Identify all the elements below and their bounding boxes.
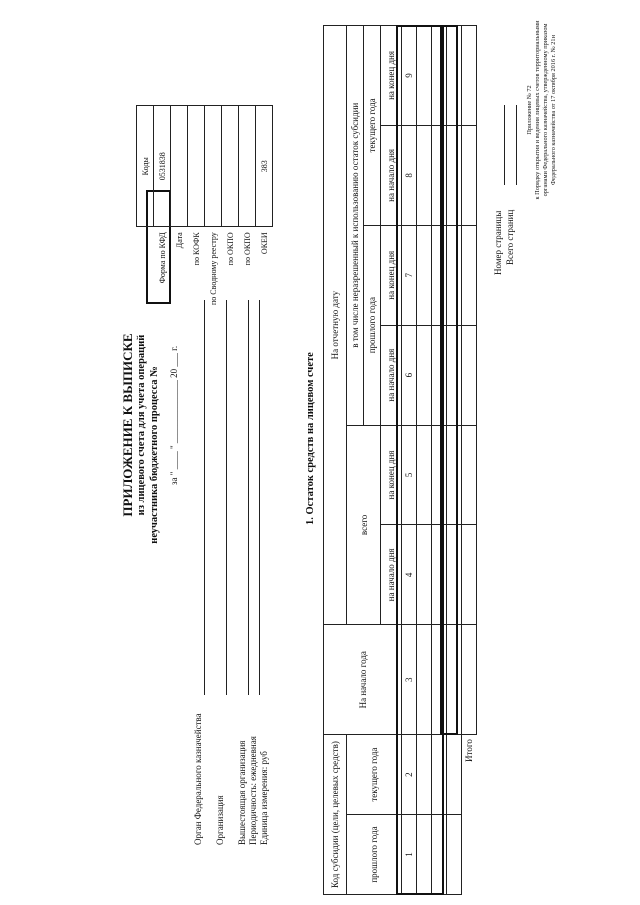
code-value[interactable]: 383 — [256, 106, 273, 227]
label-organization: Организация — [215, 795, 225, 845]
statement-date-line: за " ____ " ______________ 20 ___ г. — [169, 345, 179, 485]
col-unauthorized-cur-year: текущего года — [364, 26, 381, 226]
col-report-date: На отчетную дату — [324, 26, 347, 625]
code-label: Дата — [174, 232, 184, 249]
document-subtitle: из лицевого счета для учета операций — [136, 334, 147, 516]
field-federal-treasury-body[interactable] — [204, 300, 205, 695]
codes-table — [136, 105, 273, 305]
col-number: 4 — [402, 525, 417, 625]
total-cell[interactable] — [462, 625, 477, 735]
appendix-order-line: к Порядку открытия и ведения лицевых счетов территориальными — [534, 20, 541, 200]
total-row — [462, 26, 477, 895]
appendix-order-line: органами Федерального казначейства, утвержденному приказом — [542, 23, 549, 197]
pages-total-field[interactable] — [516, 105, 517, 185]
total-label: Итого — [462, 735, 477, 895]
page-number-field[interactable] — [504, 105, 505, 185]
col-number: 9 — [402, 26, 417, 126]
code-label: по ОКПО — [242, 232, 252, 266]
code-value[interactable] — [205, 106, 222, 227]
field-periodicity — [259, 300, 260, 695]
col-number: 5 — [402, 425, 417, 525]
code-label: ОКЕИ — [259, 232, 269, 255]
col-day-start: на начало дня — [381, 325, 402, 425]
code-label: по ОКПО — [225, 232, 235, 266]
col-number: 3 — [402, 625, 417, 735]
code-value[interactable] — [188, 106, 205, 227]
total-cell[interactable] — [462, 425, 477, 525]
col-day-end: на конец дня — [381, 225, 402, 325]
section-1-title: 1. Остаток средств на лицевом счете — [305, 352, 316, 525]
col-number: 2 — [402, 735, 417, 815]
data-area-border — [396, 25, 444, 895]
col-day-end: на конец дня — [381, 425, 402, 525]
total-cell[interactable] — [462, 125, 477, 225]
document-subtitle-account: неучастника бюджетного процесса № — [149, 366, 160, 544]
total-cell[interactable] — [462, 26, 477, 126]
codes-header: Коды — [137, 106, 154, 227]
appendix-number: Приложение № 72 — [526, 85, 533, 135]
document-title: ПРИЛОЖЕНИЕ К ВЫПИСКЕ — [120, 333, 135, 517]
col-total: всего — [347, 425, 381, 625]
label-periodicity: Периодичность: ежедневная — [248, 736, 258, 845]
col-unauthorized-prev-year: прошлого года — [364, 225, 381, 425]
total-cell[interactable] — [462, 525, 477, 625]
page-number-label: Номер страницы — [493, 210, 503, 275]
col-number: 6 — [402, 325, 417, 425]
pages-total-label: Всего страниц — [505, 209, 515, 265]
col-number: 7 — [402, 225, 417, 325]
total-cell[interactable] — [462, 225, 477, 325]
label-unit: Единица измерения: руб — [259, 751, 269, 845]
label-parent-organization: Вышестоящая организация — [237, 740, 247, 845]
appendix-order-line: Федерального казначейства от 17 октября 2016 г. № 21н — [550, 35, 557, 185]
col-start-of-year: На начало года — [324, 625, 402, 735]
total-cell[interactable] — [462, 325, 477, 425]
appendix-note — [526, 10, 558, 210]
code-value[interactable] — [222, 106, 239, 227]
totals-area-border — [440, 25, 458, 735]
col-day-start: на начало дня — [381, 525, 402, 625]
table-cell[interactable] — [447, 735, 462, 815]
col-day-start: на начало дня — [381, 125, 402, 225]
col-unauthorized-balance: в том числе неразрешенный к использованию остаток субсидии — [347, 26, 364, 426]
col-code-cur-year: текущего года — [347, 735, 402, 815]
code-value[interactable]: 0531838 — [154, 106, 171, 227]
label-federal-treasury-body: Орган Федерального казначейства — [193, 713, 203, 845]
col-number: 8 — [402, 125, 417, 225]
field-parent-organization[interactable] — [248, 300, 249, 695]
table-cell[interactable] — [447, 815, 462, 895]
code-label: по КОФК — [191, 232, 201, 266]
col-code-prev-year: прошлого года — [347, 815, 402, 895]
col-day-end: на конец дня — [381, 26, 402, 126]
code-value[interactable] — [239, 106, 256, 227]
code-label: по Сводному реестру — [208, 232, 218, 305]
code-label: Форма по КФД — [157, 232, 167, 284]
col-subsidy-code: Код субсидии (цели, целевых средств) — [324, 735, 347, 895]
col-number: 1 — [402, 815, 417, 895]
code-value[interactable] — [171, 106, 188, 227]
field-organization[interactable] — [226, 300, 227, 695]
